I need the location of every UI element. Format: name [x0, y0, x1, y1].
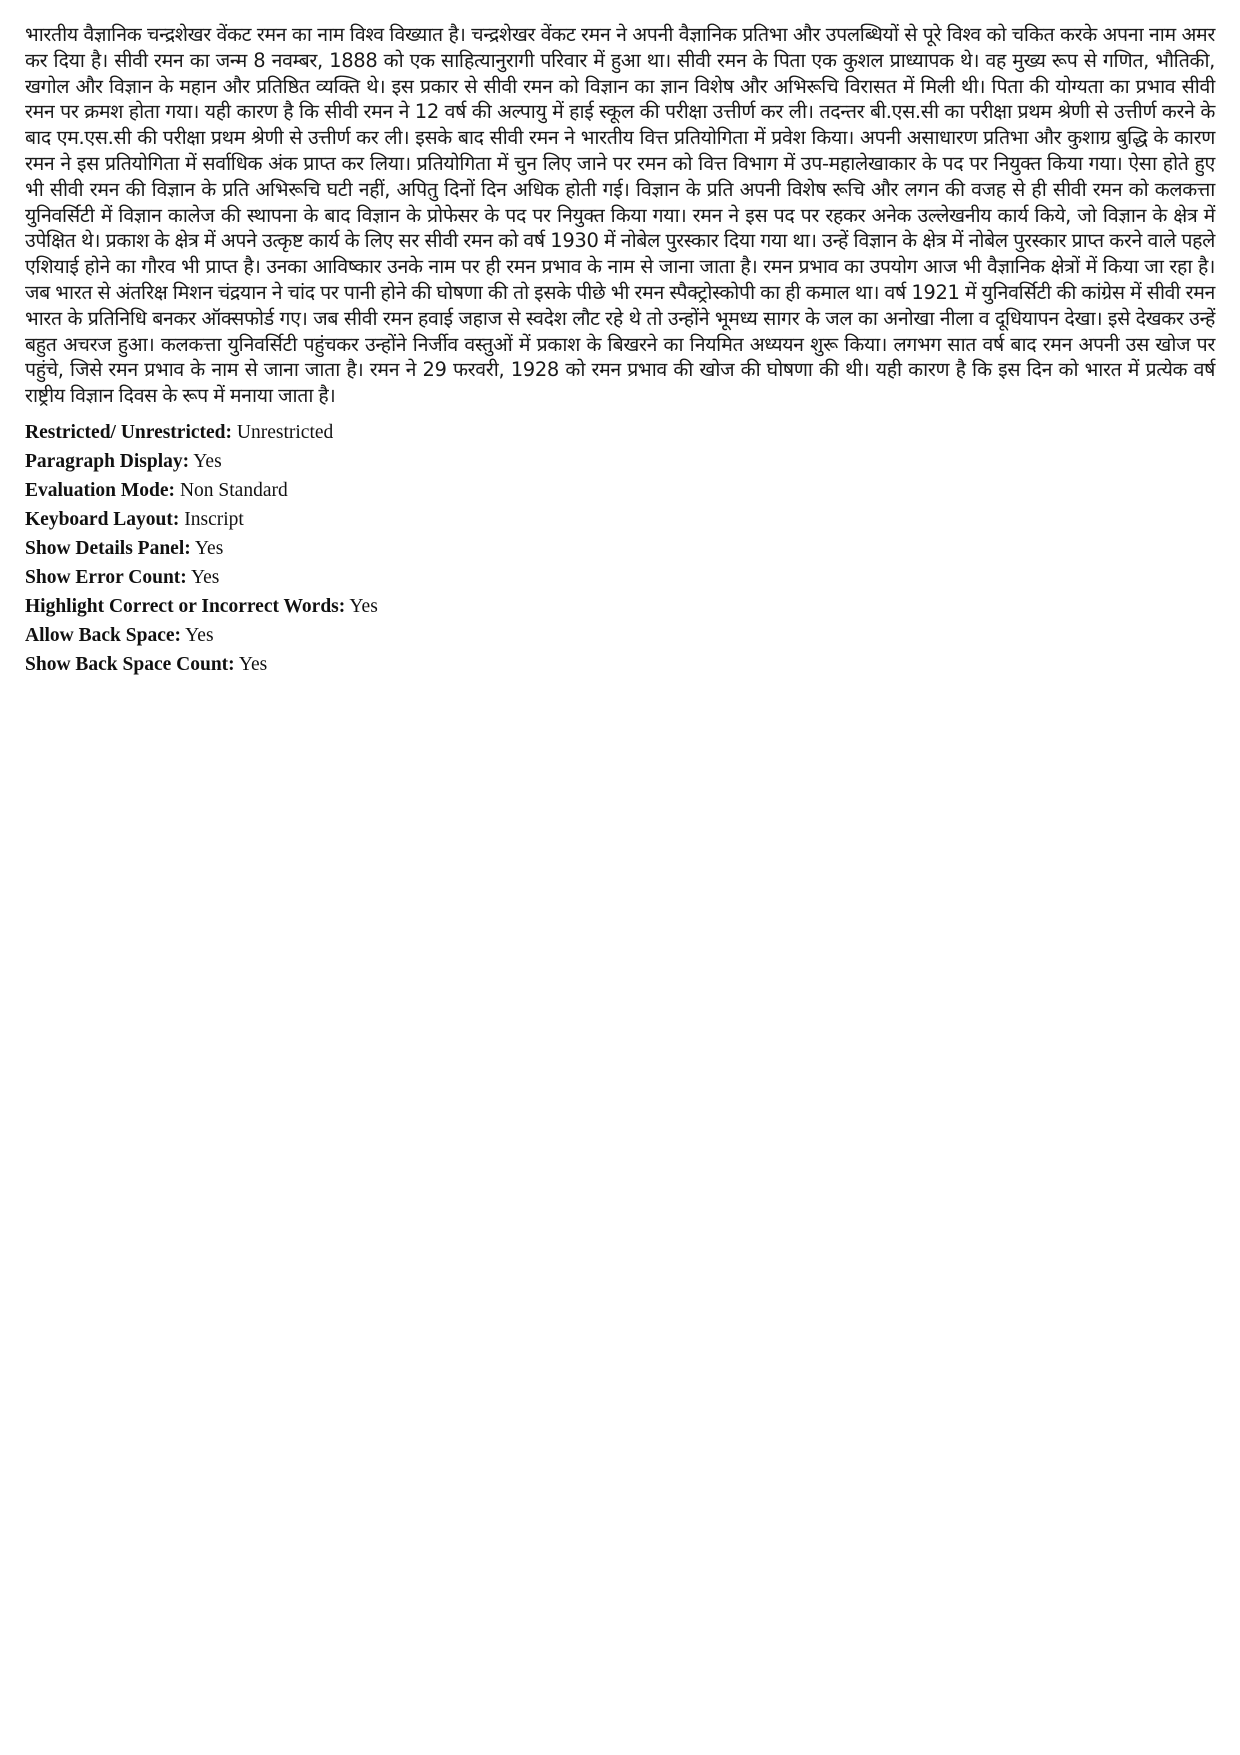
setting-label: Keyboard Layout:: [25, 508, 180, 530]
setting-label: Show Error Count:: [25, 566, 187, 588]
document-page: [25, 22, 1215, 679]
setting-label: Paragraph Display:: [25, 450, 190, 472]
setting-label: Allow Back Space:: [25, 624, 181, 646]
setting-label: Highlight Correct or Incorrect Words:: [25, 595, 346, 617]
setting-show-details-panel: [25, 534, 1215, 563]
typing-paragraph: भारतीय वैज्ञानिक चन्द्रशेखर वेंकट रमन का नाम विश्व विख्यात है। चन्द्रशेखर वेंकट रमन ने अपनी वैज्ञानिक प्रतिभा और उपलब्धियों से पूरे विश्व को चकित करके अपना नाम अमर कर दिया है। सीवी रमन का जन्म 8 नवम्बर, 1888 को एक साहित्यानुरागी परिवार में हुआ था। सीवी रमन के पिता एक कुशल प्राध्यापक थे। वह मुख्य रूप से गणित, भौतिकी, खगोल और विज्ञान के महान और प्रतिष्ठित व्यक्ति थे। इस प्रकार से सीवी रमन को विज्ञान का ज्ञान विशेष और अभिरूचि विरासत में मिली थी। पिता की योग्यता का प्रभाव सीवी रमन पर क्रमश होता गया। यही कारण है कि सीवी रमन ने 12 वर्ष की अल्पायु में हाई स्कूल की परीक्षा उत्तीर्ण कर ली। तदन्तर बी.एस.सी का परीक्षा प्रथम श्रेणी से उत्तीर्ण करने के बाद एम.एस.सी की परीक्षा प्रथम श्रेणी से उत्तीर्ण कर ली। इसके बाद सीवी रमन ने भारतीय वित्त प्रतियोगिता में प्रवेश किया। अपनी असाधारण प्रतिभा और कुशाग्र बुद्धि के कारण रमन ने इस प्रतियोगिता में सर्वाधिक अंक प्राप्त कर लिया। प्रतियोगिता में चुन लिए जाने पर रमन को वित्त विभाग में उप-महालेखाकार के पद पर नियुक्त किया गया। ऐसा होते हुए भी सीवी रमन की विज्ञान के प्रति अभिरूचि घटी नहीं, अपितु दिनों दिन अधिक होती गई। विज्ञान के प्रति अपनी विशेष रूचि और लगन की वजह से ही सीवी रमन को कलकत्ता युनिवर्सिटी में विज्ञान कालेज की स्थापना के बाद विज्ञान के प्रोफेसर के पद पर नियुक्त किया गया। रमन ने इस पद पर रहकर अनेक उल्लेखनीय कार्य किये, जो विज्ञान के क्षेत्र में उपेक्षित थे। प्रकाश के क्षेत्र में अपने उत्कृष्ट कार्य के लिए सर सीवी रमन को वर्ष 1930 में नोबेल पुरस्कार दिया गया था। उन्हें विज्ञान के क्षेत्र में नोबेल पुरस्कार प्राप्त करने वाले पहले एशियाई होने का गौरव भी प्राप्त है। उनका आविष्कार उनके नाम पर ही रमन प्रभाव के नाम से जाना जाता है। रमन प्रभाव का उपयोग आज भी वैज्ञानिक क्षेत्रों में किया जा रहा है। जब भारत से अंतरिक्ष मिशन चंद्रयान ने चांद पर पानी होने की घोषणा की तो इसके पीछे भी रमन स्पैक्ट्रोस्कोपी का ही कमाल था। वर्ष 1921 में युनिवर्सिटी की कांग्रेस में सीवी रमन भारत के प्रतिनिधि बनकर ऑक्सफोर्ड गए। जब सीवी रमन हवाई जहाज से स्वदेश लौट रहे थे तो उन्होंने भूमध्य सागर के जल का अनोखा नीला व दूधियापन देखा। इसे देखकर उन्हें बहुत अचरज हुआ। कलकत्ता युनिवर्सिटी पहुंचकर उन्होंने निर्जीव वस्तुओं में प्रकाश के बिखरने का नियमित अध्ययन शुरू किया। लगभग सात वर्ष बाद रमन अपनी उस खोज पर पहुंचे, जिसे रमन प्रभाव के नाम से जाना जाता है। रमन ने 29 फरवरी, 1928 को रमन प्रभाव की खोज की घोषणा की थी। यही कारण है कि इस दिन को भारत में प्रत्येक वर्ष राष्ट्रीय विज्ञान दिवस के रूप में मनाया जाता है।: [25, 23, 1215, 408]
setting-paragraph-display: [25, 447, 1215, 476]
setting-value: Non Standard: [179, 479, 288, 501]
setting-label: Evaluation Mode:: [25, 479, 176, 501]
settings-list: [25, 418, 1215, 679]
setting-evaluation-mode: [25, 476, 1215, 505]
setting-value: Yes: [349, 595, 378, 617]
setting-label: Show Details Panel:: [25, 537, 191, 559]
setting-show-back-space-count: [25, 650, 1215, 679]
setting-value: Inscript: [184, 508, 244, 530]
setting-show-error-count: [25, 563, 1215, 592]
setting-restricted: [25, 418, 1215, 447]
setting-value: Yes: [185, 624, 214, 646]
setting-value: Yes: [194, 537, 224, 559]
setting-value: Yes: [238, 653, 268, 675]
setting-value: Unrestricted: [236, 421, 334, 443]
setting-value: Yes: [190, 566, 220, 588]
setting-highlight-words: [25, 592, 1215, 621]
setting-allow-back-space: [25, 621, 1215, 650]
setting-value: Yes: [193, 450, 222, 472]
setting-label: Restricted/ Unrestricted:: [25, 421, 233, 443]
setting-keyboard-layout: [25, 505, 1215, 534]
setting-label: Show Back Space Count:: [25, 653, 235, 675]
